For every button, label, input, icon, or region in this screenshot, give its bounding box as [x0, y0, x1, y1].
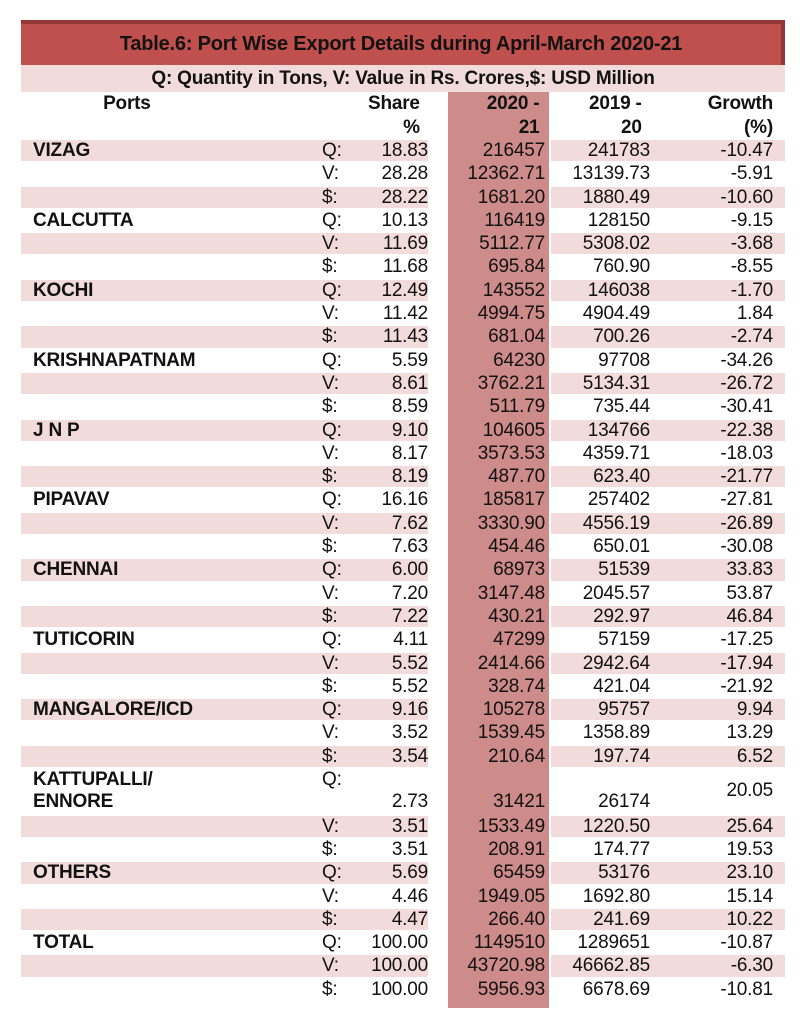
share-value: 10.13: [381, 209, 428, 231]
value-2019-20: 623.40: [551, 466, 650, 487]
value-2020-21: 2414.66: [477, 652, 545, 674]
value-2019-20: 1692.80: [582, 885, 650, 907]
value-2020-21: 681.04: [488, 326, 545, 348]
table-legend: Q: Quantity in Tons, V: Value in Rs. Crores,$: USD Million: [151, 68, 655, 89]
table-row: [21, 233, 785, 254]
table-legend-bar: [21, 65, 785, 92]
value-2019-20: 421.04: [593, 675, 650, 697]
row-label: Q:: [322, 280, 362, 301]
table-row: [21, 606, 785, 627]
row-label: Q:: [322, 559, 362, 580]
growth-value: 20.05: [726, 780, 773, 802]
share-value: 8.17: [391, 442, 428, 464]
value-2019-20: 2045.57: [582, 582, 650, 604]
value-2019-20: 146038: [551, 280, 650, 301]
port-name: [21, 722, 322, 743]
value-2019-20: 700.26: [551, 326, 650, 347]
port-name: [21, 233, 322, 254]
growth-value: 23.10: [650, 862, 785, 883]
row-label: V:: [322, 885, 339, 907]
table-row: [21, 396, 785, 417]
growth-value: -22.38: [650, 420, 785, 441]
row-label: $:: [322, 909, 362, 930]
value-2020-21: 31421: [493, 791, 545, 813]
port-name: [21, 816, 322, 837]
port-name: [21, 955, 322, 976]
col-header-2020-21-line1: 2020 -: [486, 93, 540, 114]
share-value: 9.16: [362, 699, 428, 720]
row-label: V:: [322, 513, 362, 534]
port-name: [21, 326, 322, 347]
port-name: [21, 909, 322, 930]
row-label: $:: [322, 466, 362, 487]
table-row: [21, 373, 785, 394]
port-name: [21, 839, 322, 860]
value-2019-20: 735.44: [593, 396, 650, 418]
growth-value: -8.55: [730, 256, 773, 278]
share-value: 11.69: [362, 233, 428, 254]
growth-value: -3.68: [650, 233, 785, 254]
row-label: $:: [322, 396, 338, 418]
growth-value: -9.15: [730, 209, 773, 231]
port-name: VIZAG: [21, 140, 322, 161]
value-2019-20: 241.69: [551, 909, 650, 930]
table-row: [21, 256, 785, 277]
growth-value: -5.91: [730, 163, 773, 185]
value-2020-21: 216457: [482, 140, 545, 161]
value-2020-21: 104605: [482, 419, 545, 441]
share-value: 4.11: [393, 629, 428, 651]
share-value: 8.59: [391, 396, 428, 418]
growth-value: -6.30: [650, 955, 785, 976]
port-name: KOCHI: [21, 280, 322, 301]
share-value: 3.54: [362, 746, 428, 767]
row-label: Q:: [322, 489, 342, 511]
table-title-bar: [21, 20, 785, 65]
table-rows: [21, 140, 785, 1000]
row-label: Q:: [322, 932, 342, 954]
share-value: 3.52: [391, 722, 428, 744]
table-row: [21, 187, 785, 208]
growth-value: -10.87: [720, 932, 773, 954]
value-2019-20: 51539: [551, 559, 650, 580]
share-value: 5.59: [391, 349, 428, 371]
port-name: J N P: [21, 420, 322, 441]
row-label: V:: [322, 722, 339, 744]
col-header-2020-21-line2: 21: [518, 117, 540, 138]
table-row: [21, 536, 785, 557]
row-label: $:: [322, 978, 338, 1000]
value-2019-20: 95757: [551, 699, 650, 720]
port-name: [21, 979, 322, 1000]
growth-value: -27.81: [720, 489, 773, 511]
col-header-share: [356, 92, 420, 140]
row-label: V:: [322, 163, 339, 185]
value-2020-21: 695.84: [488, 256, 545, 278]
col-header-2019-20: [545, 92, 641, 140]
row-label: V:: [322, 233, 362, 254]
row-label: V:: [322, 373, 362, 394]
growth-value: 9.94: [650, 699, 785, 720]
table-row: [21, 583, 785, 604]
table-row: [21, 909, 785, 930]
value-2020-21: 185817: [482, 489, 545, 511]
col-header-spacer: [317, 92, 356, 140]
share-value: 4.46: [391, 885, 428, 907]
growth-value: -26.72: [650, 373, 785, 394]
table-title: Table.6: Port Wise Export Details during April-March 2020-21: [119, 33, 683, 55]
port-name: KRISHNAPATNAM: [33, 349, 196, 371]
table-row: [21, 559, 785, 580]
share-value: 11.42: [382, 303, 428, 325]
share-value: 6.00: [362, 559, 428, 580]
value-2020-21: 1539.45: [477, 722, 545, 744]
growth-value: 1.84: [736, 303, 773, 325]
value-2019-20: 26174: [598, 791, 650, 813]
share-value: 8.19: [362, 466, 428, 487]
table-row: [21, 653, 785, 674]
value-2019-20: 128150: [587, 209, 650, 231]
value-2019-20: 4904.49: [582, 303, 650, 325]
row-label: Q:: [322, 862, 362, 883]
table-row: [21, 466, 785, 487]
value-2019-20: 1220.50: [551, 816, 650, 837]
port-name: [21, 256, 322, 277]
table-row: [21, 932, 785, 953]
table-row: [21, 420, 785, 441]
row-label: $:: [322, 606, 362, 627]
col-header-share-line1: Share: [367, 93, 420, 114]
port-name: TUTICORIN: [33, 629, 135, 651]
share-value: 18.83: [362, 140, 428, 161]
port-name: OTHERS: [21, 862, 322, 883]
value-2020-21: 143552: [482, 279, 545, 301]
row-label: $:: [322, 536, 338, 558]
table-row: [21, 862, 785, 883]
table-row: [21, 955, 785, 976]
row-label: Q:: [322, 769, 342, 791]
table-row: [21, 722, 785, 743]
table-row: [21, 816, 785, 837]
port-name: [21, 513, 322, 534]
value-2020-21: 1681.20: [477, 186, 545, 208]
value-2019-20: 1880.49: [551, 187, 650, 208]
row-label: $:: [322, 187, 362, 208]
value-2020-21: 430.21: [488, 605, 545, 627]
share-value: 11.43: [362, 326, 428, 347]
port-name: [21, 536, 322, 557]
value-2020-21: 3762.21: [477, 372, 545, 394]
row-label: $:: [322, 746, 362, 767]
table-row: [21, 163, 785, 184]
growth-value: -26.89: [650, 513, 785, 534]
port-name: TOTAL: [33, 932, 94, 954]
value-2020-21: 511.79: [489, 396, 545, 418]
port-name: CHENNAI: [21, 559, 322, 580]
value-2020-21: 64230: [493, 349, 545, 371]
value-2019-20: 1289651: [577, 932, 650, 954]
growth-value: -17.25: [720, 629, 773, 651]
port-name: [21, 886, 322, 907]
table-row: [21, 140, 785, 161]
growth-value: 53.87: [726, 582, 773, 604]
share-value: 7.63: [391, 536, 428, 558]
value-2020-21: 328.74: [488, 675, 545, 697]
row-label: Q:: [322, 349, 342, 371]
share-value: 28.22: [362, 187, 428, 208]
value-2019-20: 2942.64: [551, 653, 650, 674]
row-label: $:: [322, 326, 362, 347]
share-value: 2.73: [391, 791, 428, 813]
value-2020-21: 454.46: [488, 536, 545, 558]
value-2020-21: 208.91: [488, 838, 545, 860]
growth-value: -34.26: [720, 349, 773, 371]
port-name: PIPAVAV: [33, 489, 110, 511]
value-2020-21: 3147.48: [477, 582, 545, 604]
value-2019-20: 5308.02: [551, 233, 650, 254]
growth-value: 25.64: [650, 816, 785, 837]
port-name: KATTUPALLI/ ENNORE: [33, 769, 153, 813]
row-label: V:: [322, 442, 339, 464]
table-row: [21, 280, 785, 301]
row-label: $:: [322, 838, 338, 860]
value-2019-20: 134766: [551, 420, 650, 441]
table-row: [21, 886, 785, 907]
col-header-2019-20-line1: 2019 -: [589, 93, 642, 114]
growth-value: -17.94: [650, 653, 785, 674]
growth-value: -30.41: [720, 396, 773, 418]
share-value: 12.49: [362, 280, 428, 301]
share-value: 100.00: [371, 932, 428, 954]
share-value: 100.00: [362, 955, 428, 976]
row-label: $:: [322, 675, 338, 697]
growth-value: -10.60: [650, 187, 785, 208]
value-2019-20: 4556.19: [551, 513, 650, 534]
value-2020-21: 1149510: [473, 932, 545, 954]
value-2020-21: 1533.49: [477, 815, 545, 837]
value-2020-21: 65459: [493, 862, 545, 884]
table-row: [21, 769, 785, 814]
growth-value: 19.53: [726, 838, 773, 860]
growth-value: 13.29: [726, 722, 773, 744]
col-header-growth-line1: Growth: [707, 93, 773, 114]
port-name: [21, 443, 322, 464]
growth-value: -2.74: [650, 326, 785, 347]
value-2019-20: 292.97: [551, 606, 650, 627]
share-value: 16.16: [381, 489, 428, 511]
value-2019-20: 1358.89: [582, 722, 650, 744]
growth-value: 46.84: [650, 606, 785, 627]
row-label: $:: [322, 256, 338, 278]
share-value: 11.68: [382, 256, 428, 278]
share-value: 100.00: [371, 978, 428, 1000]
value-2020-21: 4994.75: [477, 303, 545, 325]
share-value: 7.22: [362, 606, 428, 627]
port-name: CALCUTTA: [33, 209, 134, 231]
row-label: V:: [322, 303, 339, 325]
value-2019-20: 5134.31: [551, 373, 650, 394]
share-value: 28.28: [381, 163, 428, 185]
row-label: Q:: [322, 209, 342, 231]
table-row: [21, 629, 785, 650]
value-2020-21: 43720.98: [467, 955, 545, 977]
port-name: [21, 466, 322, 487]
table-row: [21, 839, 785, 860]
col-header-2019-20-line2: 20: [620, 117, 642, 138]
table-row: [21, 350, 785, 371]
value-2019-20: 6678.69: [582, 978, 650, 1000]
table-row: [21, 979, 785, 1000]
value-2019-20: 650.01: [593, 536, 650, 558]
value-2020-21: 1949.05: [477, 885, 545, 907]
share-value: 3.51: [391, 838, 428, 860]
value-2019-20: 13139.73: [572, 163, 650, 185]
value-2020-21: 5956.93: [477, 978, 545, 1000]
value-2019-20: 97708: [598, 349, 650, 371]
port-name: [21, 163, 322, 184]
port-name: [21, 396, 322, 417]
row-label: V:: [322, 816, 362, 837]
growth-value: 33.83: [650, 559, 785, 580]
col-header-share-line2: %: [403, 117, 420, 138]
row-label: V:: [322, 653, 362, 674]
table-row: [21, 699, 785, 720]
table-header-row: [21, 92, 785, 140]
share-value: 5.69: [362, 862, 428, 883]
value-2020-21: 68973: [493, 559, 545, 581]
growth-value: 6.52: [650, 746, 785, 767]
value-2019-20: 760.90: [593, 256, 650, 278]
table-row: [21, 489, 785, 510]
growth-value: 10.22: [650, 909, 785, 930]
port-name: [21, 303, 322, 324]
share-value: 5.52: [391, 675, 428, 697]
row-label: V:: [322, 582, 339, 604]
value-2020-21: 105278: [482, 699, 545, 721]
share-value: 8.61: [362, 373, 428, 394]
growth-value: -21.77: [650, 466, 785, 487]
col-header-growth: [642, 92, 785, 140]
growth-value: -10.81: [720, 978, 773, 1000]
port-name: [21, 676, 322, 697]
value-2019-20: 4359.71: [582, 442, 650, 464]
growth-value: -1.70: [650, 280, 785, 301]
table-row: [21, 513, 785, 534]
port-name: [21, 746, 322, 767]
col-header-2020-21: [420, 92, 546, 140]
col-header-ports: Ports: [103, 93, 151, 114]
value-2020-21: 12362.71: [467, 163, 545, 185]
value-2020-21: 5112.77: [479, 233, 545, 255]
table-row: [21, 676, 785, 697]
value-2019-20: 241783: [551, 140, 650, 161]
value-2020-21: 3330.90: [477, 512, 545, 534]
table-row: [21, 326, 785, 347]
value-2019-20: 57159: [598, 629, 650, 651]
row-label: Q:: [322, 420, 362, 441]
table-row: [21, 746, 785, 767]
share-value: 9.10: [362, 420, 428, 441]
value-2020-21: 210.64: [488, 745, 545, 767]
value-2019-20: 197.74: [551, 746, 650, 767]
value-2020-21: 116419: [484, 209, 545, 231]
growth-value: -21.92: [720, 675, 773, 697]
row-label: Q:: [322, 699, 362, 720]
row-label: V:: [322, 955, 362, 976]
table-row: [21, 303, 785, 324]
growth-value: -18.03: [720, 442, 773, 464]
port-name: [21, 583, 322, 604]
value-2019-20: 46662.85: [551, 955, 650, 976]
share-value: 7.20: [391, 582, 428, 604]
growth-value: -30.08: [720, 536, 773, 558]
value-2019-20: 257402: [587, 489, 650, 511]
port-name: [21, 187, 322, 208]
port-name: MANGALORE/ICD: [21, 699, 322, 720]
value-2019-20: 53176: [551, 862, 650, 883]
port-name: [21, 606, 322, 627]
value-2020-21: 47299: [493, 629, 545, 651]
value-2019-20: 174.77: [593, 838, 650, 860]
share-value: 7.62: [362, 513, 428, 534]
value-2020-21: 487.70: [488, 466, 545, 488]
share-value: 4.47: [362, 909, 428, 930]
table-row: [21, 443, 785, 464]
share-value: 5.52: [362, 653, 428, 674]
table-row: [21, 210, 785, 231]
port-name: [21, 373, 322, 394]
growth-value: -10.47: [650, 140, 785, 161]
row-label: Q:: [322, 140, 362, 161]
row-label: Q:: [322, 629, 342, 651]
value-2020-21: 266.40: [488, 908, 545, 930]
growth-value: 15.14: [726, 885, 773, 907]
share-value: 3.51: [362, 816, 428, 837]
export-details-table: [21, 20, 785, 1002]
value-2020-21: 3573.53: [477, 442, 545, 464]
port-name: [21, 653, 322, 674]
col-header-growth-line2: (%): [744, 117, 773, 138]
